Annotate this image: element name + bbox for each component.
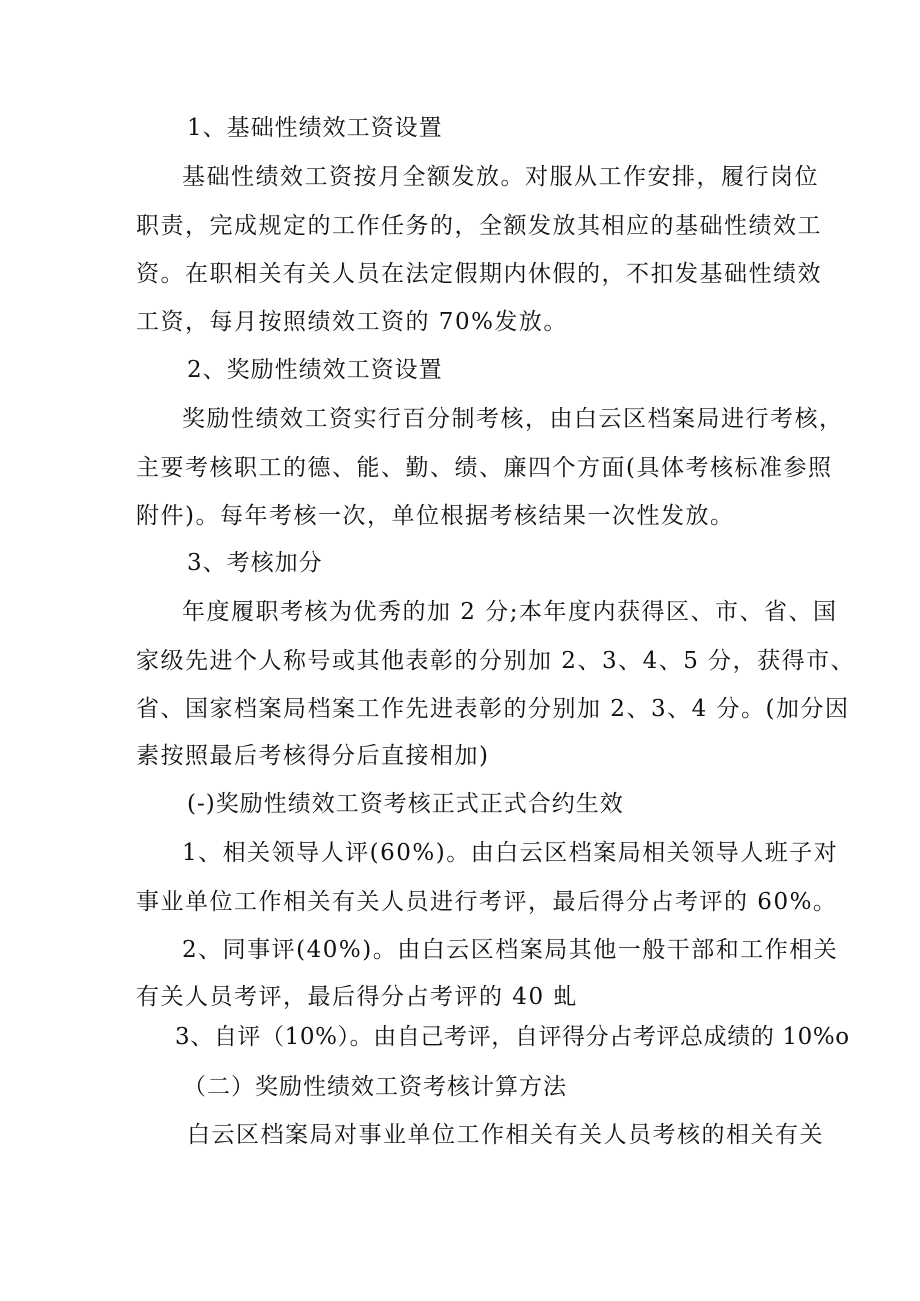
paragraph-line: 1、相关领导人评(60%)。由白云区档案局相关领导人班子对 (182, 840, 839, 866)
paragraph-line: 2、同事评(40%)。由白云区档案局其他一般干部和工作相关 (182, 937, 839, 963)
paragraph-line: 附件)。每年考核一次，单位根据考核结果一次性发放。 (136, 503, 735, 529)
section-heading-bonus-points: 3、考核加分 (187, 550, 323, 576)
paragraph-line: 家级先进个人称号或其他表彰的分别加 2、3、4、5 分，获得市、 (136, 648, 856, 674)
paragraph-line: 素按照最后考核得分后直接相加) (136, 743, 490, 769)
paragraph-line: 事业单位工作相关有关人员进行考评，最后得分占考评的 60%。 (136, 889, 838, 915)
section-heading-basic-pay: 1、基础性绩效工资设置 (187, 115, 443, 141)
paragraph-line: 有关人员考评，最后得分占考评的 40 虬 (136, 984, 578, 1010)
paragraph-line: 3、自评（10%）。由自己考评，自评得分占考评总成绩的 10%o (175, 1024, 850, 1050)
section-heading-assessment: (-)奖励性绩效工资考核正式正式合约生效 (187, 791, 624, 817)
section-heading-calculation: （二）奖励性绩效工资考核计算方法 (183, 1074, 567, 1100)
paragraph-line: 白云区档案局对事业单位工作相关有关人员考核的相关有关 (187, 1122, 824, 1148)
section-heading-incentive-pay: 2、奖励性绩效工资设置 (187, 357, 443, 383)
paragraph-line: 工资，每月按照绩效工资的 70%发放。 (136, 309, 568, 335)
paragraph-line: 资。在职相关有关人员在法定假期内休假的，不扣发基础性绩效 (136, 261, 822, 287)
paragraph-line: 省、国家档案局档案工作先进表彰的分别加 2、3、4 分。(加分因 (136, 696, 850, 722)
paragraph-line: 奖励性绩效工资实行百分制考核，由白云区档案局进行考核， (182, 406, 844, 432)
paragraph-line: 年度履职考核为优秀的加 2 分;本年度内获得区、市、省、国 (182, 599, 838, 625)
paragraph-line: 职责，完成规定的工作任务的，全额发放其相应的基础性绩效工 (136, 213, 822, 239)
paragraph-line: 基础性绩效工资按月全额发放。对服从工作安排，履行岗位 (182, 164, 819, 190)
paragraph-line: 主要考核职工的德、能、勤、绩、廉四个方面(具体考核标准参照 (136, 455, 833, 481)
